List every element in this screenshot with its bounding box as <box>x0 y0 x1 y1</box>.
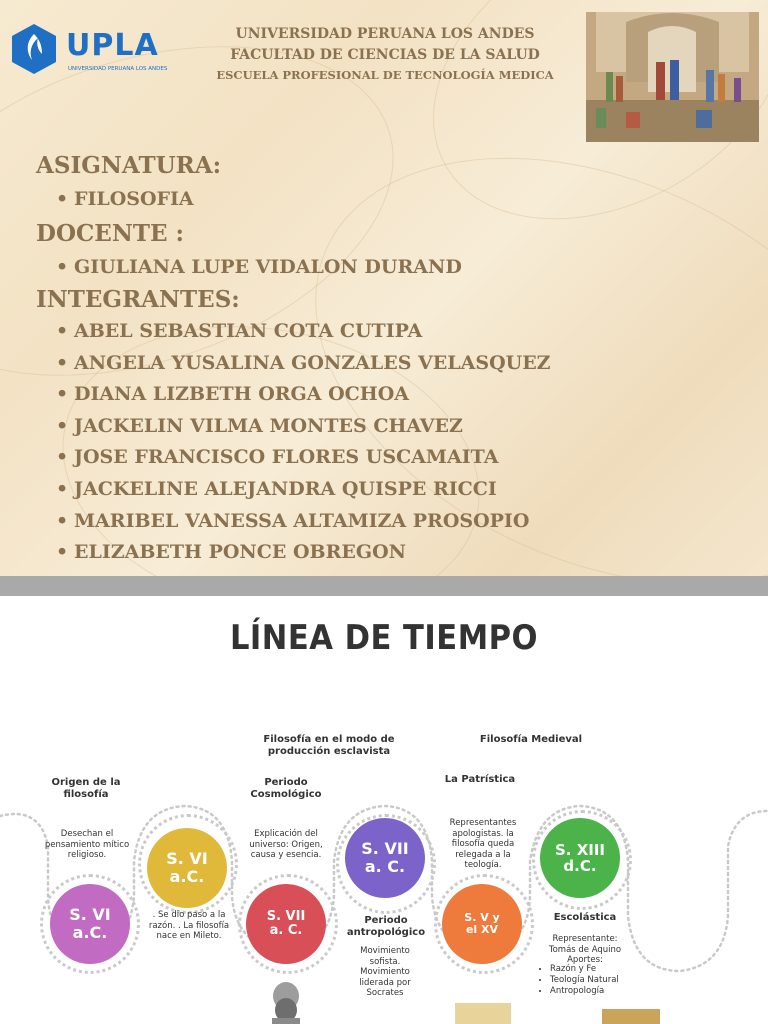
university-name: UNIVERSIDAD PERUANA LOS ANDES <box>235 26 535 42</box>
circle-patristica <box>442 884 522 964</box>
bullet: • <box>56 256 69 278</box>
member-item <box>56 415 463 437</box>
desc-origen: Desechan el pensamiento mítico religioso. <box>44 829 130 860</box>
bullet: • <box>56 188 69 210</box>
faculty-name: FACULTAD DE CIENCIAS DE LA SALUD <box>230 47 540 63</box>
circle-origen <box>50 884 130 964</box>
circle-escolastica <box>540 818 620 898</box>
subject-value: FILOSOFIA <box>74 188 194 210</box>
teacher-heading: DOCENTE : <box>36 220 184 247</box>
saint-image <box>455 1003 511 1024</box>
label-antropologico: Periodo antropológico <box>346 915 426 938</box>
circle-cosmologico <box>246 884 326 964</box>
label-origen: Origen de la filosofía <box>51 777 121 800</box>
circle-green-text: S. XIII d.C. <box>554 840 606 875</box>
member-name: JACKELINE ALEJANDRA QUISPE RICCI <box>74 478 497 500</box>
member-name: JACKELIN VILMA MONTES CHAVEZ <box>74 414 463 437</box>
socrates-bust-image <box>266 980 306 1024</box>
circle-orange-text: S. V y el XV <box>464 910 500 936</box>
label-patristica: La Patrística <box>444 774 516 785</box>
circle-purple-text: S. VII a. C. <box>361 839 409 876</box>
circle-antropologico <box>345 818 425 898</box>
member-item <box>56 446 498 468</box>
member-item <box>56 383 409 405</box>
desc-escolastica: Representante: Tomás de Aquino Aportes: <box>548 934 622 965</box>
member-name: ABEL SEBASTIAN COTA CUTIPA <box>74 320 423 342</box>
desc-cosmologico: Explicación del universo: Origen, causa y esencia. <box>249 829 323 860</box>
bullet: • <box>56 320 69 342</box>
upla-emblem-icon <box>12 24 56 74</box>
subject-heading: ASIGNATURA: <box>36 152 222 179</box>
teacher-item <box>56 256 462 278</box>
circle-origen-text: S. VI a.C. <box>69 905 111 942</box>
desc-origen-bottom: . Se dio paso a la razón. . La filosofía nace en Mileto. <box>148 910 230 941</box>
subject-item <box>56 188 194 210</box>
circle-cosmologico-top <box>147 828 227 908</box>
member-item <box>56 478 497 500</box>
member-name: MARIBEL VANESSA ALTAMIZA PROSOPIO <box>74 509 530 532</box>
desc-antropologico: Movimiento sofista. Movimiento liderada por Socrates <box>359 946 411 998</box>
label-medieval: Filosofía Medieval <box>479 734 583 745</box>
aporte-item: • Teología Natural <box>550 975 650 986</box>
teacher-value: GIULIANA LUPE VIDALON DURAND <box>74 256 462 278</box>
logo-text: UPLA <box>66 28 159 63</box>
bullet: • <box>56 351 69 374</box>
desc-patristica: Representantes apologistas. la filosofía queda relegada a la teología. <box>449 818 517 870</box>
bullet: • <box>56 446 69 469</box>
circle-yellow-text: S. VI a.C. <box>166 849 208 886</box>
members-heading: INTEGRANTES: <box>36 286 240 313</box>
member-item <box>56 510 529 532</box>
timeline-page <box>0 596 768 1024</box>
timeline-title: LÍNEA DE TIEMPO <box>229 618 539 658</box>
bullet: • <box>56 541 69 564</box>
bullet: • <box>56 509 69 532</box>
member-item <box>56 352 551 374</box>
member-name: ELIZABETH PONCE OBREGON <box>74 541 407 564</box>
member-name: ANGELA YUSALINA GONZALES VELASQUEZ <box>74 351 551 374</box>
aportes-list <box>536 964 650 997</box>
member-item <box>56 541 406 563</box>
member-name: DIANA LIZBETH ORGA OCHOA <box>74 383 410 406</box>
school-of-athens-image <box>586 12 759 142</box>
bullet: • <box>56 478 69 500</box>
logo-subtitle: UNIVERSIDAD PERUANA LOS ANDES <box>68 66 168 72</box>
bullet: • <box>56 383 69 406</box>
circle-red-text: S. VII a. C. <box>266 908 306 938</box>
aporte-item: • Razón y Fe <box>550 964 650 975</box>
bullet: • <box>56 414 69 437</box>
aporte-item: • Antropología <box>550 986 650 997</box>
label-cosmologico: Periodo Cosmológico <box>250 777 322 800</box>
label-escolastica: Escolástica <box>553 912 617 923</box>
member-name: JOSE FRANCISCO FLORES USCAMAITA <box>74 446 499 469</box>
school-name: ESCUELA PROFESIONAL DE TECNOLOGÍA MEDICA <box>216 68 554 82</box>
label-esclavista: Filosofía en el modo de producción esclavista <box>263 734 395 757</box>
aquinas-image <box>602 1009 660 1024</box>
upla-logo <box>12 24 172 80</box>
member-item <box>56 320 422 342</box>
page-separator <box>0 576 768 596</box>
